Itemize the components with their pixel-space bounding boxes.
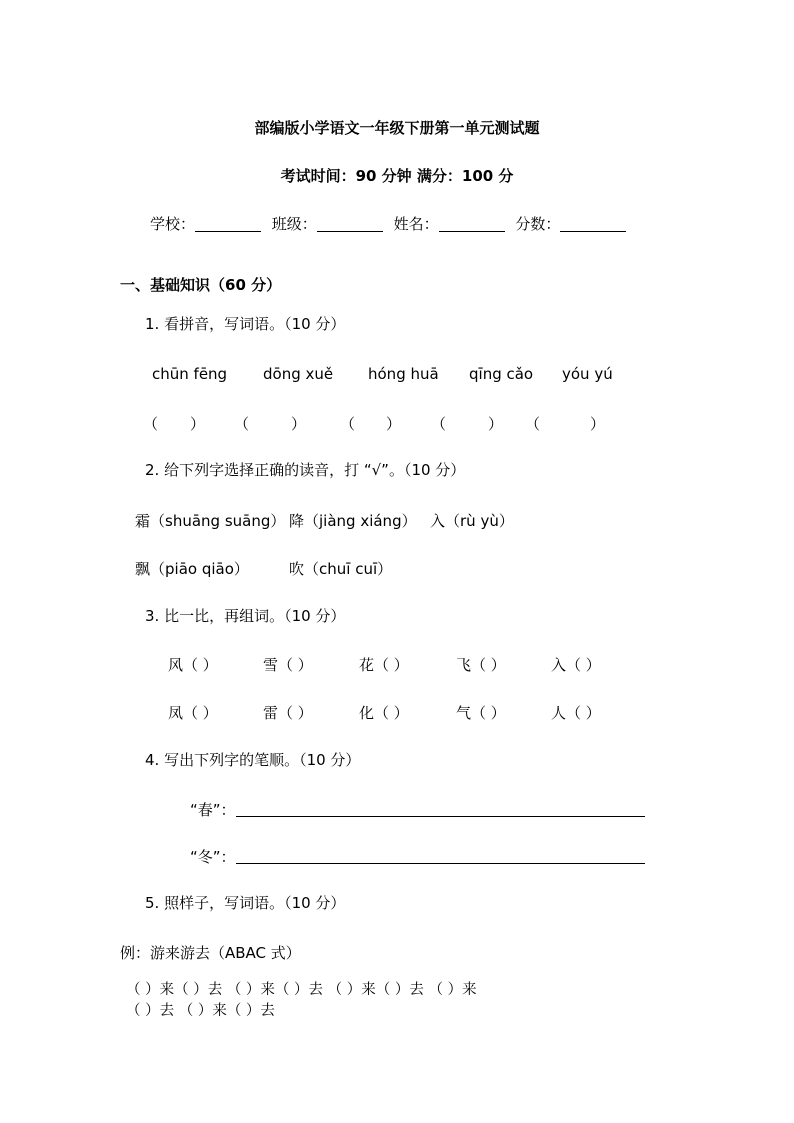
q5-answer-line-2: （ ）去 （ ）来（ ）去 xyxy=(126,1003,275,1019)
student-info-row xyxy=(150,213,626,234)
word-group-item: 气（ ） xyxy=(456,704,506,722)
word-group-item: 花（ ） xyxy=(359,656,409,674)
q5-answer-line-1: （ ）来（ ）去 （ ）来（ ）去 （ ）来（ ）去 （ ）来 xyxy=(126,982,477,998)
stroke-order-answer-line[interactable] xyxy=(236,863,645,864)
word-group-item: 风（ ） xyxy=(168,656,218,674)
exam-info: 考试时间：90 分钟 满分：100 分 xyxy=(280,167,514,185)
name-label: 姓名： xyxy=(393,215,439,233)
class-label: 班级： xyxy=(271,215,317,233)
answer-paren-open: （ xyxy=(431,415,447,433)
answer-paren-close: ） xyxy=(590,415,606,433)
class-blank[interactable] xyxy=(317,215,383,232)
question-2-prompt: 2. 给下列字选择正确的读音，打 “√”。（10 分） xyxy=(145,461,466,479)
reading-choice: 入（rù yù） xyxy=(430,512,514,530)
word-group-item: 人（ ） xyxy=(551,704,601,722)
word-group-item: 凤（ ） xyxy=(168,704,218,722)
answer-paren-open: （ xyxy=(525,415,541,433)
question-3-prompt: 3. 比一比，再组词。（10 分） xyxy=(145,607,346,625)
school-label: 学校： xyxy=(150,215,196,233)
pinyin-item: dōng xuě xyxy=(263,365,334,383)
word-group-item: 雷（ ） xyxy=(263,704,313,722)
score-blank[interactable] xyxy=(560,215,626,232)
word-group-item: 入（ ） xyxy=(551,656,601,674)
school-blank[interactable] xyxy=(195,215,261,232)
pinyin-item: hóng huā xyxy=(368,365,439,383)
q5-example: 例：游来游去（ABAC 式） xyxy=(120,944,301,962)
question-4-prompt: 4. 写出下列字的笔顺。（10 分） xyxy=(145,751,361,769)
page-title: 部编版小学语文一年级下册第一单元测试题 xyxy=(254,119,540,137)
answer-paren-close: ） xyxy=(386,415,402,433)
stroke-order-label-dong: “冬”： xyxy=(190,848,236,866)
answer-paren-open: （ xyxy=(234,415,250,433)
question-5-prompt: 5. 照样子，写词语。（10 分） xyxy=(145,894,346,912)
stroke-order-label-chun: “春”： xyxy=(190,801,236,819)
name-blank[interactable] xyxy=(439,215,505,232)
reading-choice: 飘（piāo qiāo） xyxy=(135,560,249,578)
section-heading-basic: 一、基础知识（60 分） xyxy=(120,276,282,294)
question-1-prompt: 1. 看拼音，写词语。（10 分） xyxy=(145,315,346,333)
word-group-item: 雪（ ） xyxy=(263,656,313,674)
pinyin-item: qīng cǎo xyxy=(469,365,534,383)
reading-choice: 霜（shuāng suāng） xyxy=(135,512,286,530)
word-group-item: 飞（ ） xyxy=(456,656,506,674)
stroke-order-answer-line[interactable] xyxy=(236,816,645,817)
pinyin-item: yóu yú xyxy=(562,365,613,383)
answer-paren-close: ） xyxy=(488,415,504,433)
answer-paren-open: （ xyxy=(143,415,159,433)
word-group-item: 化（ ） xyxy=(359,704,409,722)
pinyin-item: chūn fēng xyxy=(152,365,228,383)
answer-paren-open: （ xyxy=(340,415,356,433)
score-label: 分数： xyxy=(515,215,561,233)
reading-choice: 吹（chuī cuī） xyxy=(289,560,393,578)
answer-paren-close: ） xyxy=(291,415,307,433)
answer-paren-close: ） xyxy=(190,415,206,433)
reading-choice: 降（jiàng xiáng） xyxy=(289,512,417,530)
